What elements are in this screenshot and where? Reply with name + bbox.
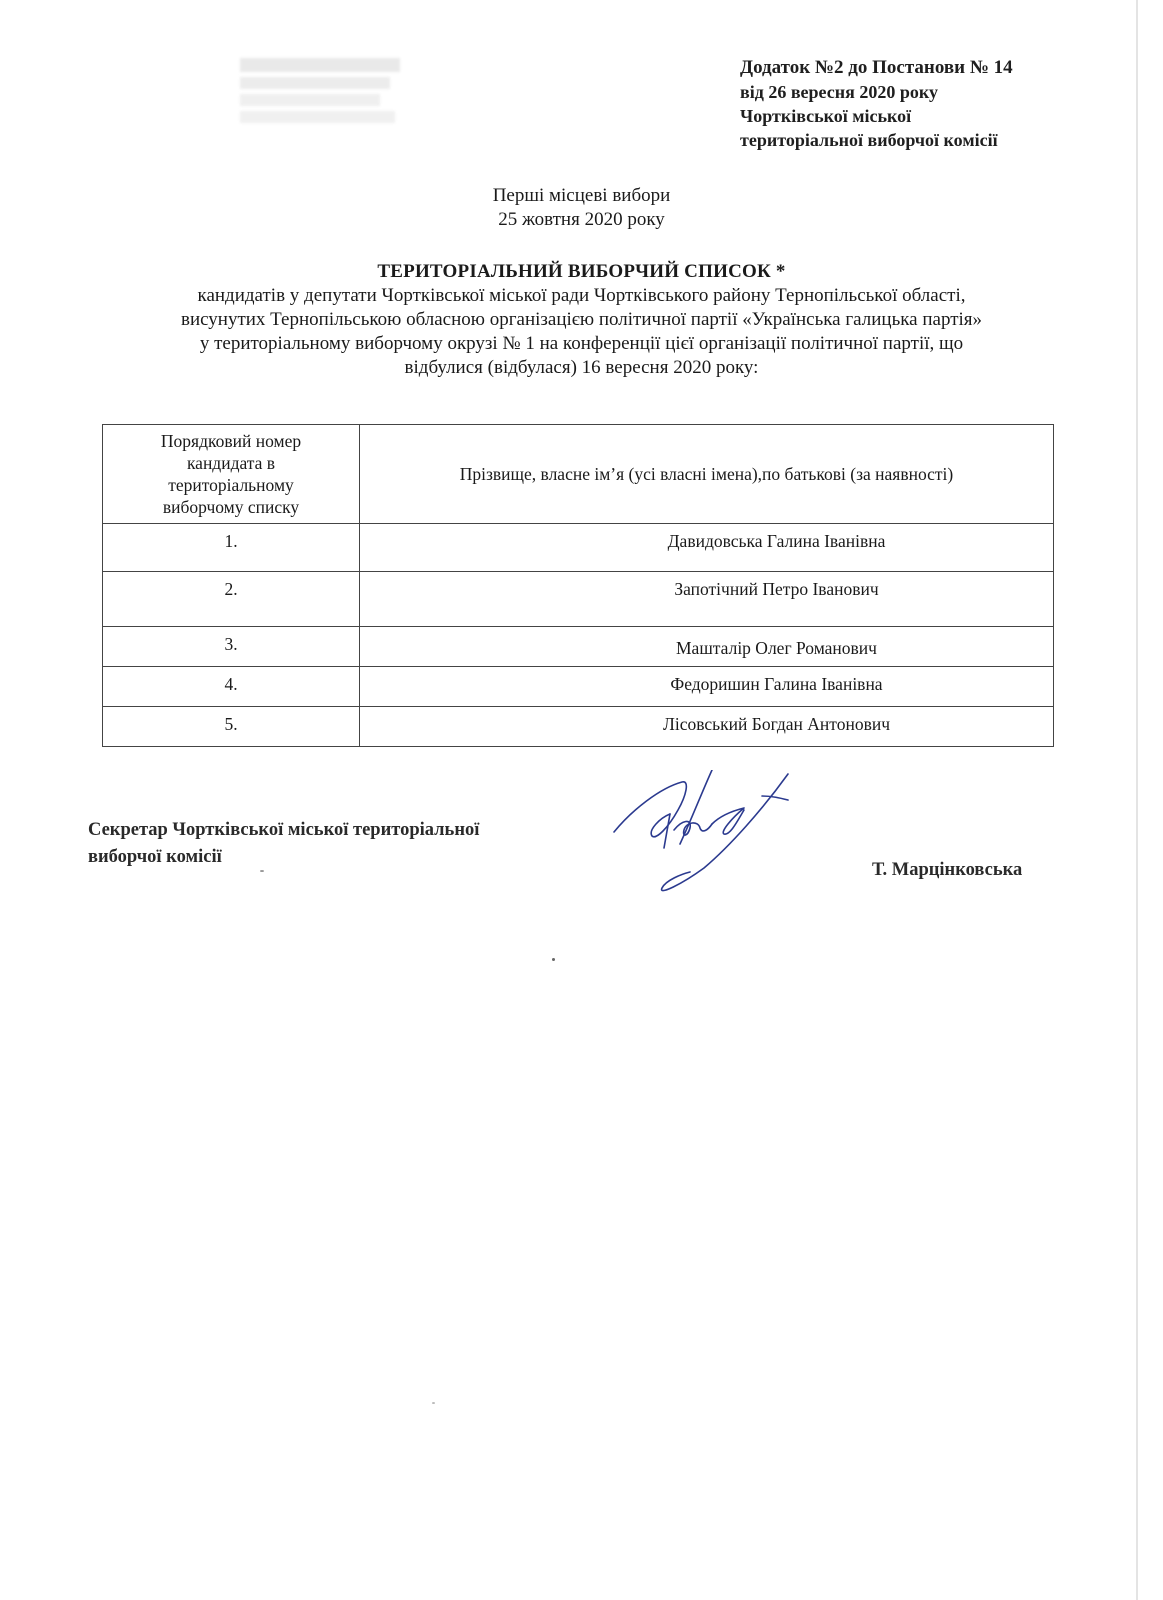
cell-name: Лісовський Богдан Антонович (360, 707, 1054, 747)
scan-speck (432, 1402, 435, 1404)
header-name-cell: Прізвище, власне ім’я (усі власні імена),по батькові (за наявності) (360, 425, 1054, 524)
description-line-3: у територіальному виборчому окрузі № 1 на конференції цієї організації політичної партії, що (199, 333, 964, 354)
header-number-line-3: територіальному (168, 475, 294, 495)
cell-name: Запотічний Петро Іванович (360, 572, 1054, 627)
handwritten-signature (612, 770, 812, 900)
appendix-header (740, 56, 1100, 152)
document-title: ТЕРИТОРІАЛЬНИЙ ВИБОРЧИЙ СПИСОК * (377, 261, 786, 282)
table-row (103, 667, 1054, 707)
table-header-row (103, 425, 1054, 524)
document-description (0, 284, 1163, 380)
cell-name: Давидовська Галина Іванівна (360, 524, 1054, 572)
signatory-position (88, 817, 608, 871)
appendix-line-2: від 26 вересня 2020 року (740, 82, 938, 102)
table-row (103, 524, 1054, 572)
table-row (103, 707, 1054, 747)
cell-number: 4. (103, 667, 360, 707)
cell-number: 1. (103, 524, 360, 572)
scan-speck (260, 870, 264, 872)
candidates-table (102, 424, 1054, 747)
appendix-line-4: територіальної виборчої комісії (740, 130, 998, 150)
elections-line-2: 25 жовтня 2020 року (498, 209, 665, 230)
bleed-through-text (240, 58, 410, 138)
description-line-2: висунутих Тернопільською обласною організацією політичної партії «Українська галицька партія» (180, 309, 983, 330)
table-row (103, 627, 1054, 667)
cell-number: 5. (103, 707, 360, 747)
header-number-line-1: Порядковий номер (160, 431, 302, 451)
description-line-4: відбулися (відбулася) 16 вересня 2020 року: (404, 357, 759, 378)
cell-number: 3. (103, 627, 360, 667)
header-number-line-2: кандидата в (186, 453, 276, 473)
elections-line-1: Перші місцеві вибори (492, 185, 671, 206)
cell-name: Машталір Олег Романович (360, 627, 1054, 667)
table-row (103, 572, 1054, 627)
signatory-position-line-1: Секретар Чортківської міської територіальної (88, 820, 480, 840)
elections-info (0, 184, 1163, 232)
cell-number: 2. (103, 572, 360, 627)
scan-speck (552, 958, 555, 961)
appendix-line-3: Чортківської міської (740, 106, 912, 126)
page-edge (1136, 0, 1138, 1600)
description-line-1: кандидатів у депутати Чортківської міської ради Чортківського району Тернопільської області, (197, 285, 966, 306)
signatory-position-line-2: виборчої комісії (88, 847, 222, 867)
signatory-name: Т. Марцінковська (872, 860, 1023, 880)
header-number-line-4: виборчому списку (162, 497, 300, 517)
cell-name: Федоришин Галина Іванівна (360, 667, 1054, 707)
appendix-line-1: Додаток №2 до Постанови № 14 (740, 57, 1013, 78)
header-number-cell (103, 425, 360, 524)
